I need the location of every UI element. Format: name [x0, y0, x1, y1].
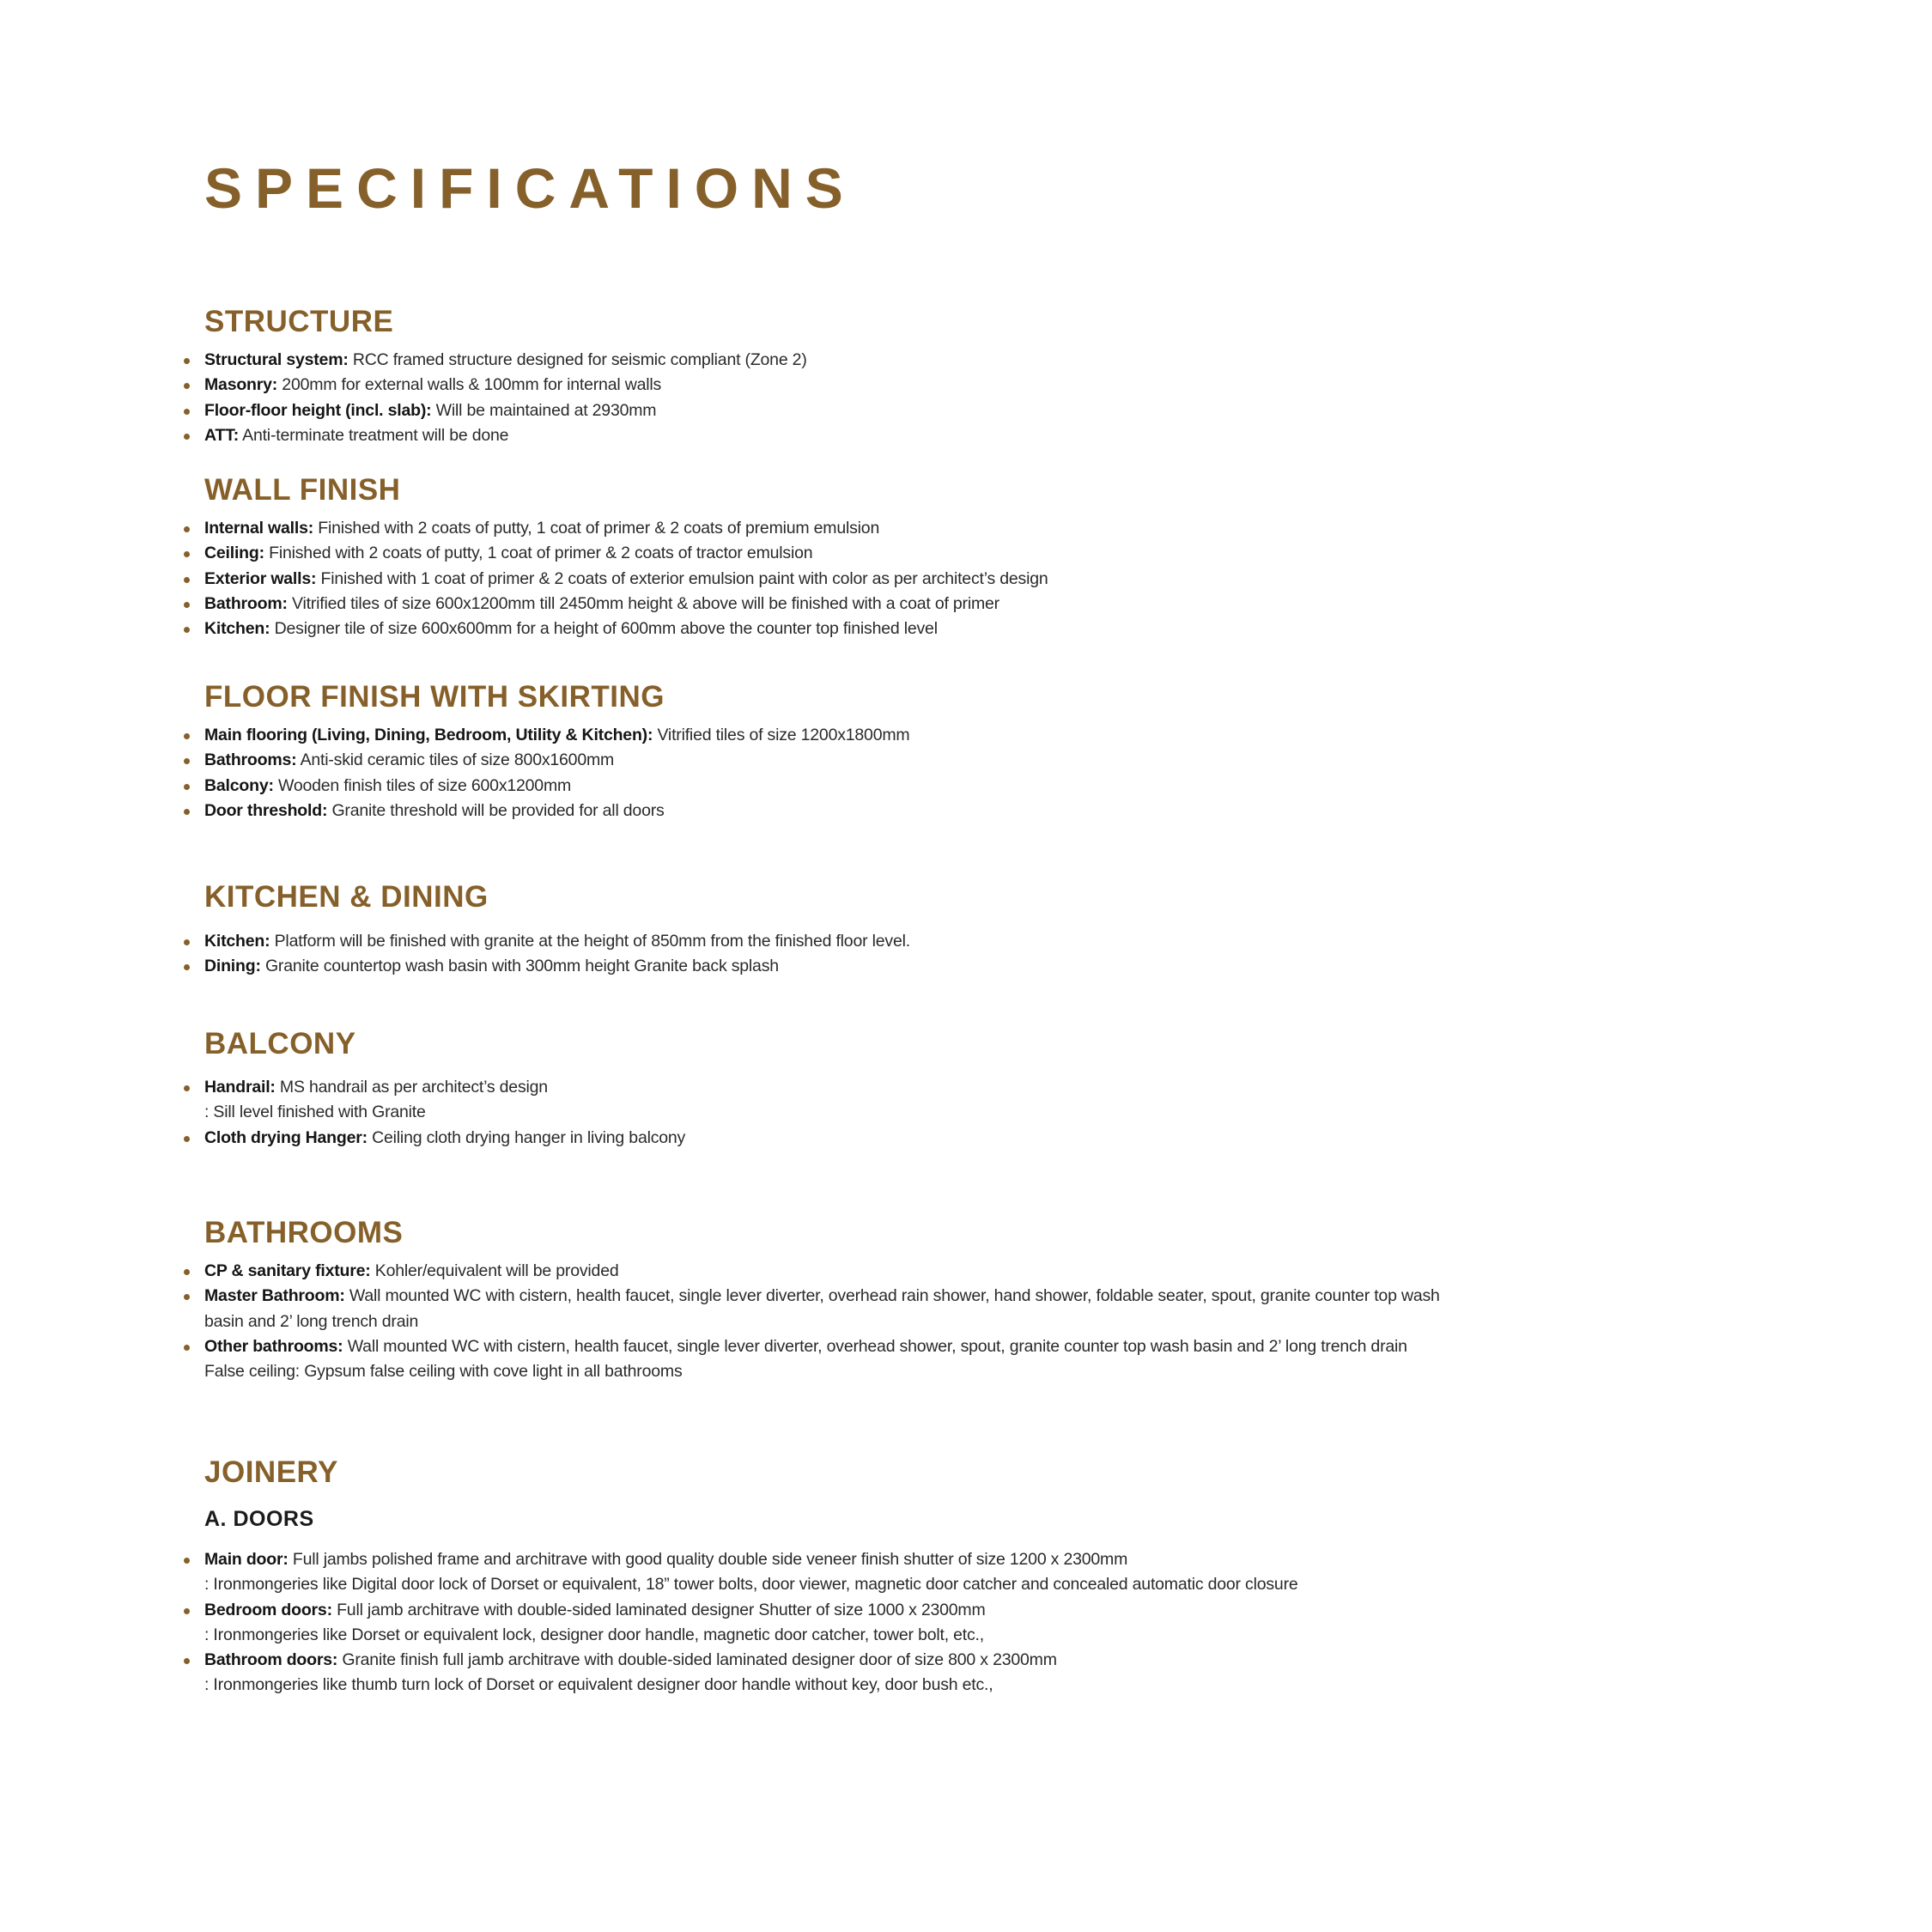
list-item [204, 516, 1716, 541]
item-text: Wall mounted WC with cistern, health faucet, single lever diverter, overhead shower, spout, granite counter top wash basin and 2’ long trench drain [343, 1336, 1407, 1356]
section-heading: FLOOR FINISH WITH SKIRTING [204, 680, 665, 714]
list-item [204, 1547, 1716, 1598]
item-text: Platform will be finished with granite at the height of 850mm from the finished floor level. [270, 932, 910, 951]
spec-list [204, 1075, 1716, 1151]
item-text: Granite countertop wash basin with 300mm height Granite back splash [260, 957, 779, 976]
item-label: Bedroom doors: [204, 1600, 332, 1619]
item-note: : Ironmongeries like Digital door lock of Dorset or equivalent, 18” tower bolts, door viewer, magnetic door catcher and concealed automatic door closure [204, 1575, 1298, 1595]
list-item [204, 723, 1716, 748]
list-item [204, 592, 1716, 617]
spec-list [204, 1547, 1716, 1698]
item-text: Anti-terminate treatment will be done [239, 425, 509, 445]
item-text: Kohler/equivalent will be provided [370, 1261, 619, 1280]
false-ceiling-note: False ceiling: Gypsum false ceiling with cove light in all bathrooms [204, 1362, 683, 1382]
subsection-heading: A. DOORS [204, 1507, 314, 1531]
item-label: Internal walls: [204, 519, 314, 538]
item-text: Anti-skid ceramic tiles of size 800x1600mm [296, 750, 615, 770]
spec-list [204, 516, 1716, 641]
item-label: Bathrooms: [204, 750, 297, 770]
item-label: ATT: [204, 425, 239, 445]
spec-list [204, 929, 1716, 980]
item-text: Designer tile of size 600x600mm for a height of 600mm above the counter top finished level [270, 619, 938, 639]
item-text: Granite threshold will be provided for all doors [327, 800, 665, 820]
list-item [204, 398, 1716, 423]
item-text: Finished with 1 coat of primer & 2 coats of exterior emulsion paint with color as per architect’s design [316, 568, 1048, 588]
item-label: Cloth drying Hanger: [204, 1127, 368, 1147]
list-item [204, 929, 1716, 954]
item-note: : Ironmongeries like Dorset or equivalent lock, designer door handle, magnetic door catcher, tower bolt, etc., [204, 1625, 984, 1644]
spec-list [204, 1259, 1441, 1359]
section-heading: KITCHEN & DINING [204, 880, 489, 914]
section-bathrooms [204, 1218, 1716, 1384]
list-item [204, 1648, 1716, 1698]
item-text: 200mm for external walls & 100mm for internal walls [277, 375, 662, 395]
item-text: Granite finish full jamb architrave with double-sided laminated designer door of size 800 x 2300mm [337, 1650, 1057, 1670]
list-item [204, 1259, 1441, 1284]
item-label: Balcony: [204, 775, 274, 795]
item-label: Masonry: [204, 375, 278, 395]
list-item [204, 774, 1716, 799]
item-text: Wall mounted WC with cistern, health faucet, single lever diverter, overhead rain shower, hand shower, foldable seater, spout, granite counter top wash basin and 2’ long trench drain [204, 1286, 1440, 1331]
item-label: Exterior walls: [204, 568, 317, 588]
list-item [204, 423, 1716, 448]
item-label: Main door: [204, 1550, 289, 1569]
page-title: SPECIFICATIONS [204, 156, 856, 220]
item-label: Ceiling: [204, 544, 264, 563]
spec-list [204, 723, 1716, 823]
list-item [204, 617, 1716, 641]
list-item [204, 567, 1716, 592]
item-label: Handrail: [204, 1078, 276, 1097]
spec-list [204, 348, 1716, 448]
item-text: Wooden finish tiles of size 600x1200mm [273, 775, 572, 795]
item-label: Floor-floor height (incl. slab): [204, 400, 432, 420]
item-text: Vitrified tiles of size 1200x1800mm [653, 726, 910, 744]
item-label: Bathroom doors: [204, 1650, 338, 1670]
item-label: Dining: [204, 957, 261, 976]
list-item [204, 1075, 1716, 1126]
section-heading: STRUCTURE [204, 305, 394, 338]
list-item [204, 373, 1716, 398]
item-text: Will be maintained at 2930mm [431, 400, 657, 420]
item-label: Main flooring (Living, Dining, Bedroom, Utility & Kitchen): [204, 726, 653, 744]
list-item [204, 954, 1716, 979]
list-item [204, 541, 1716, 566]
section-wall-finish [204, 475, 1716, 641]
section-heading: BATHROOMS [204, 1216, 404, 1249]
item-text: Vitrified tiles of size 600x1200mm till 2450mm height & above will be finished with a coat of primer [287, 593, 999, 613]
list-item [204, 1284, 1441, 1334]
item-label: Bathroom: [204, 593, 288, 613]
item-label: Structural system: [204, 350, 349, 369]
section-structure [204, 307, 1716, 448]
item-text: Full jambs polished frame and architrave with good quality double side veneer finish shutter of size 1200 x 2300mm [288, 1550, 1128, 1569]
section-heading: WALL FINISH [204, 473, 401, 507]
item-label: Master Bathroom: [204, 1286, 345, 1306]
item-label: CP & sanitary fixture: [204, 1261, 371, 1280]
list-item [204, 1334, 1441, 1359]
item-label: Kitchen: [204, 619, 270, 639]
item-label: Door threshold: [204, 800, 328, 820]
item-note: : Sill level finished with Granite [204, 1103, 426, 1122]
section-kitchen-dining [204, 882, 1716, 980]
item-note: : Ironmongeries like thumb turn lock of Dorset or equivalent designer door handle without key, door bush etc., [204, 1675, 993, 1695]
section-balcony [204, 1029, 1716, 1151]
list-item [204, 748, 1716, 773]
item-text: Ceiling cloth drying hanger in living balcony [367, 1127, 686, 1147]
list-item [204, 1126, 1716, 1151]
section-floor-finish [204, 682, 1716, 823]
list-item [204, 348, 1716, 373]
item-text: RCC framed structure designed for seismic compliant (Zone 2) [348, 350, 807, 369]
item-text: Finished with 2 coats of putty, 1 coat of primer & 2 coats of tractor emulsion [264, 544, 813, 563]
item-label: Kitchen: [204, 932, 270, 951]
section-heading: JOINERY [204, 1455, 338, 1489]
item-text: Finished with 2 coats of putty, 1 coat of primer & 2 coats of premium emulsion [313, 519, 880, 538]
list-item [204, 799, 1716, 823]
item-label: Other bathrooms: [204, 1336, 343, 1356]
list-item [204, 1598, 1716, 1649]
item-text: MS handrail as per architect’s design [275, 1078, 548, 1097]
section-joinery [204, 1457, 1716, 1698]
section-heading: BALCONY [204, 1027, 356, 1060]
item-text: Full jamb architrave with double-sided laminated designer Shutter of size 1000 x 2300mm [331, 1600, 986, 1619]
